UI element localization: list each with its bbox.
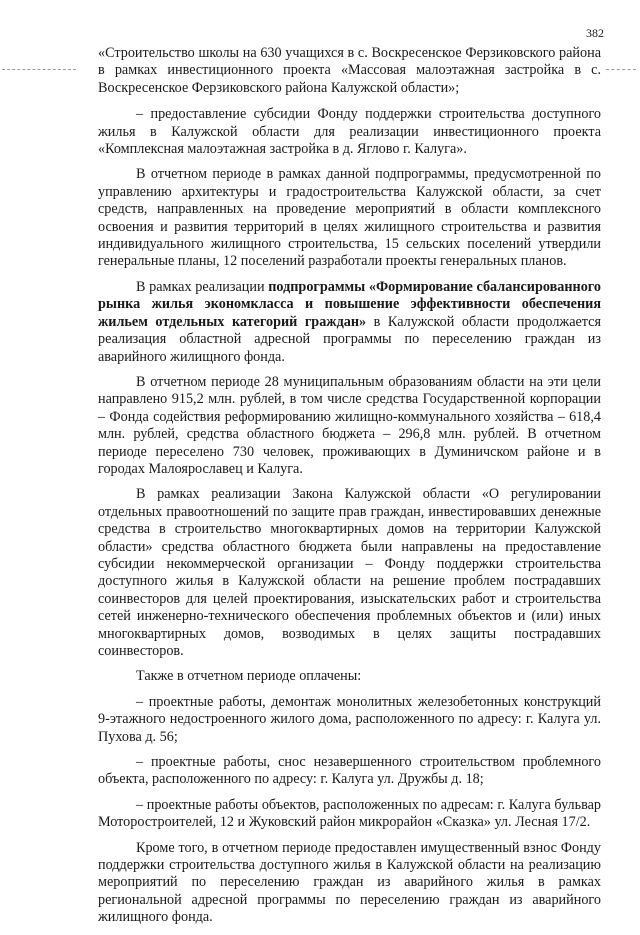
paragraph: В отчетном периоде 28 муниципальным образованиям области на эти цели направлено 915,2 млн. рублей, в том числе средства Государственной корпорации – Фонда содействия реформированию жилищно-коммунального хозяйства – 618,4 млн. рублей, средства областного бюджета – 296,8 млн. рублей. В отчетном периоде переселено 730 человек, проживающих в Думиничском районе и в городах Малоярославец и Калуга. bbox=[98, 373, 601, 477]
scan-mark-right bbox=[606, 69, 636, 70]
paragraph: В рамках реализации Закона Калужской области «О регулировании отдельных правоотношений по защите прав граждан, инвестировавших денежные средства в строительство многоквартирных домов на территории Калужской области» средства областного бюджета были направлены на предоставление субсидии некоммерческой организации – Фонду поддержки строительства доступного жилья в Калужской области на решение проблем пострадавших соинвесторов для целей проектирования, изыскательских работ и строительства сетей инженерно-технического обеспечения проблемных объектов и (или) иных многоквартирных домов, возводимых в целях защиты пострадавших соинвесторов. bbox=[98, 486, 601, 659]
paragraph-continuation: в Калужской области продолжается реализация областной адресной программы по переселению граждан из аварийного жилищного фонда. bbox=[98, 313, 601, 365]
document-body bbox=[98, 45, 601, 935]
paragraph bbox=[98, 279, 601, 366]
paragraph: В отчетном периоде в рамках данной подпрограммы, предусмотренной по управлению архитектуры и градостроительства Калужской области, за счет средств, направленных на проведение мероприятий в области комплексного освоения и развития территорий в целях жилищного строительства и развития индивидуального жилищного строительства, 15 сельских поселений утвердили генеральные планы, 12 поселений разработали проекты генеральных планов. bbox=[98, 166, 601, 270]
list-item: – проектные работы объектов, расположенных по адресам: г. Калуга бульвар Моторостроителей, 12 и Жуковский район микрорайон «Сказка» ул. Лесная 17/2. bbox=[98, 796, 601, 831]
subprogram-title: подпрограммы «Формирование сбалансированного рынка жилья экономкласса и повышение эффективности обеспечения жильем отдельных категорий граждан» bbox=[98, 278, 601, 330]
page-number: 382 bbox=[586, 26, 604, 40]
list-item: – проектные работы, снос незавершенного строительством проблемного объекта, расположенного по адресу: г. Калуга ул. Дружбы д. 18; bbox=[98, 754, 601, 788]
list-item: – предоставление субсидии Фонду поддержки строительства доступного жилья в Калужской области для реализации инвестиционного проекта «Комплексная малоэтажная застройка в д. Яглово г. Калуга». bbox=[98, 106, 601, 158]
list-item: – проектные работы, демонтаж монолитных железобетонных конструкций 9-этажного недостроенного жилого дома, расположенного по адресу: г. Калуга ул. Пухова д. 56; bbox=[98, 693, 601, 745]
scan-mark-left bbox=[2, 69, 76, 70]
paragraph: Кроме того, в отчетном периоде предоставлен имущественный взнос Фонду поддержки строительства доступного жилья в Калужской области на реализацию мероприятий по переселению граждан из аварийного жилья в рамках региональной адресной программы по переселению граждан из аварийного жилищного фонда. bbox=[98, 839, 601, 926]
paragraph: Также в отчетном периоде оплачены: bbox=[136, 668, 362, 685]
paragraph: «Строительство школы на 630 учащихся в с. Воскресенское Ферзиковского района в рамках инвестиционного проекта «Массовая малоэтажная застройка в с. Воскресенское Ферзиковского района Калужской области»; bbox=[98, 45, 601, 96]
paragraph-intro: В рамках реализации bbox=[136, 278, 269, 295]
